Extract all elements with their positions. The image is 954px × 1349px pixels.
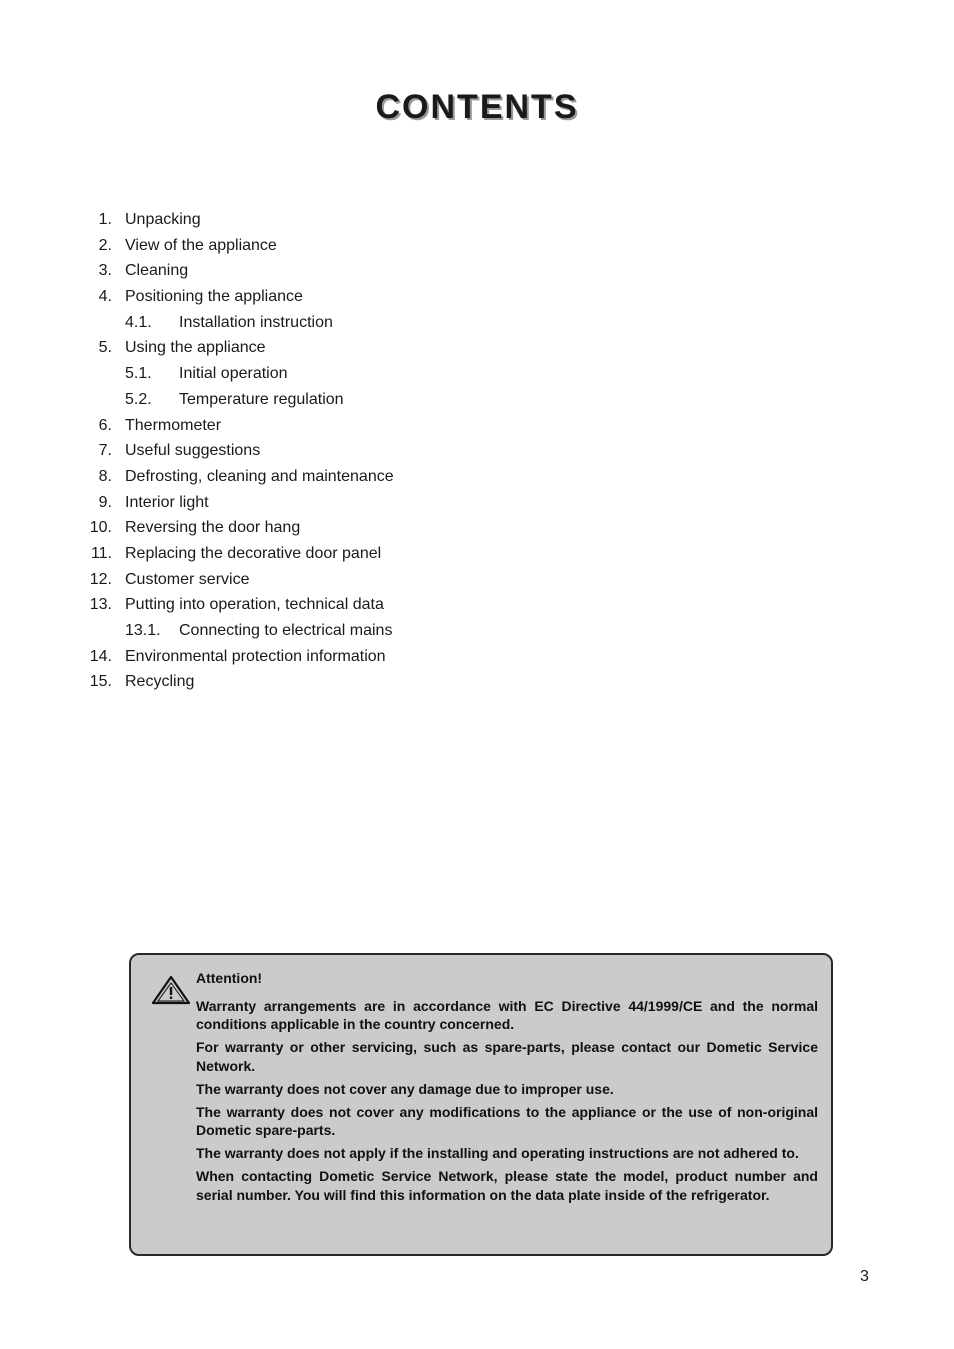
notice-body <box>196 969 818 1209</box>
toc-item-title: Cleaning <box>125 262 189 280</box>
notice-paragraph: The warranty does not cover any damage due to improper use. <box>196 1080 614 1097</box>
toc-item-number: 15. <box>89 673 112 691</box>
toc-item-number: 7. <box>98 442 112 460</box>
notice-paragraph: The warranty does not cover any modifications to the appliance or the use of non-original Dometic spare-parts. <box>196 1103 818 1138</box>
toc-item-title: Replacing the decorative door panel <box>125 544 382 562</box>
toc-item <box>78 490 578 516</box>
page-number: 3 <box>860 1268 869 1285</box>
toc-item <box>78 541 578 567</box>
toc-item <box>78 464 578 490</box>
toc-item-title: Reversing the door hang <box>125 519 301 537</box>
toc-item <box>78 515 578 541</box>
toc-subitem-title: Initial operation <box>179 365 288 383</box>
toc-subitem <box>78 361 578 387</box>
page-title: CONTENTS <box>375 88 579 126</box>
warranty-notice-box <box>129 953 833 1256</box>
toc-item <box>78 413 578 439</box>
notice-paragraph: For warranty or other servicing, such as spare-parts, please contact our Dometic Service Network. <box>196 1039 818 1074</box>
table-of-contents <box>78 207 578 695</box>
toc-item-title: Environmental protection information <box>125 647 386 665</box>
toc-subitem-number: 5.1. <box>125 365 152 383</box>
toc-item <box>78 284 578 310</box>
warning-triangle-icon <box>151 975 191 1005</box>
toc-item-title: Unpacking <box>125 211 201 228</box>
toc-item-title: Positioning the appliance <box>125 288 303 306</box>
toc-item-title: Defrosting, cleaning and maintenance <box>125 467 394 485</box>
toc-item-title: Useful suggestions <box>125 442 261 460</box>
toc-item-number: 4. <box>98 288 112 306</box>
notice-heading: Attention! <box>196 970 263 986</box>
toc-item-number: 12. <box>89 570 112 588</box>
toc-item-title: Putting into operation, technical data <box>125 596 384 614</box>
toc-subitem <box>78 310 578 336</box>
toc-item <box>78 592 578 618</box>
toc-item-number: 2. <box>98 236 112 254</box>
toc-item <box>78 233 578 259</box>
notice-paragraph: The warranty does not apply if the installing and operating instructions are not adhered to. <box>196 1145 799 1161</box>
toc-item-number: 5. <box>98 339 112 357</box>
toc-item-number: 8. <box>98 467 112 485</box>
toc-item-number: 1. <box>98 211 112 228</box>
toc-item-number: 3. <box>98 262 112 280</box>
toc-subitem-number: 13.1. <box>125 622 161 639</box>
toc-item <box>78 669 578 695</box>
toc-item-number: 14. <box>89 647 112 665</box>
toc-subitem-title: Connecting to electrical mains <box>179 622 393 639</box>
toc-item <box>78 335 578 361</box>
toc-item <box>78 644 578 670</box>
toc-item-number: 10. <box>89 519 112 537</box>
toc-item-title: Recycling <box>125 673 195 691</box>
toc-subitem-title: Installation instruction <box>179 313 333 331</box>
toc-subitem <box>78 387 578 413</box>
notice-paragraph: Warranty arrangements are in accordance with EC Directive 44/1999/CE and the normal conditions applicable in the country concerned. <box>196 997 818 1032</box>
toc-item-title: Customer service <box>125 570 250 588</box>
toc-item-number: 9. <box>98 493 112 511</box>
toc-subitem-number: 5.2. <box>125 390 152 408</box>
toc-item <box>78 258 578 284</box>
toc-item-title: Thermometer <box>125 416 222 434</box>
toc-item-number: 13. <box>89 596 112 614</box>
toc-item <box>78 207 578 233</box>
toc-item <box>78 567 578 593</box>
toc-subitem-number: 4.1. <box>125 313 152 331</box>
toc-subitem-title: Temperature regulation <box>179 390 344 408</box>
toc-item-title: View of the appliance <box>125 236 277 254</box>
toc-subitem <box>78 618 578 644</box>
toc-item-title: Interior light <box>125 493 209 511</box>
toc-item-number: 6. <box>98 416 112 434</box>
toc-item <box>78 438 578 464</box>
toc-item-title: Using the appliance <box>125 339 266 357</box>
notice-paragraph: When contacting Dometic Service Network, please state the model, product number and serial number. You will find this information on the data plate inside of the refrigerator. <box>196 1168 818 1203</box>
toc-item-number: 11. <box>90 544 112 562</box>
